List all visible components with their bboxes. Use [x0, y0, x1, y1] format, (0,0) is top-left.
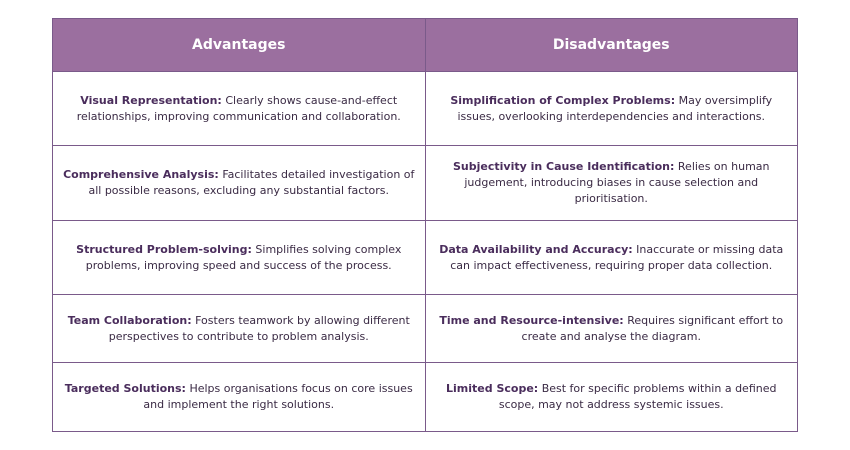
advantages-header: Advantages	[192, 37, 286, 53]
table-row	[53, 71, 797, 145]
disadvantage-text: Requires significant effort to create and analyse the diagram.	[521, 313, 784, 343]
advantage-cell	[53, 295, 425, 362]
disadvantage-title: Simplification of Complex Problems:	[450, 93, 676, 107]
disadvantage-cell	[425, 221, 798, 294]
advantage-cell	[53, 221, 425, 294]
disadvantages-header: Disadvantages	[425, 19, 798, 71]
disadvantage-cell	[425, 72, 798, 145]
disadvantage-text: May oversimplify issues, overlooking interdependencies and interactions.	[457, 93, 773, 123]
advantage-title: Comprehensive Analysis:	[63, 168, 219, 181]
advantage-cell	[53, 363, 425, 431]
disadvantage-text: Relies on human judgement, introducing biases in cause selection and prioritisation.	[464, 160, 770, 205]
disadvantage-text: Inaccurate or missing data can impact effectiveness, requiring proper data collection.	[450, 242, 784, 272]
disadvantage-title: Time and Resource-intensive:	[439, 313, 624, 327]
disadvantage-title: Limited Scope:	[446, 382, 539, 395]
disadvantage-cell	[425, 295, 798, 362]
advantage-cell	[53, 146, 425, 220]
advantage-text: Fosters teamwork by allowing different perspectives to contribute to problem analysis.	[108, 313, 410, 343]
advantage-title: Team Collaboration:	[67, 313, 192, 327]
disadvantage-title: Data Availability and Accuracy:	[439, 242, 633, 256]
disadvantage-text: Best for specific problems within a defined scope, may not address systemic issues.	[498, 382, 777, 411]
comparison-table	[52, 18, 798, 432]
disadvantage-title: Subjectivity in Cause Identification:	[453, 160, 675, 173]
disadvantage-cell	[425, 363, 798, 431]
table-row	[53, 145, 797, 220]
table-header-row	[53, 19, 797, 71]
advantage-text: Helps organisations focus on core issues and implement the right solutions.	[143, 382, 413, 411]
advantage-text: Facilitates detailed investigation of all possible reasons, excluding any substantial factors.	[88, 168, 415, 197]
table-row	[53, 220, 797, 294]
advantage-title: Visual Representation:	[80, 93, 222, 107]
advantage-text: Clearly shows cause-and-effect relationships, improving communication and collaboration.	[76, 93, 401, 123]
advantage-cell	[53, 72, 425, 145]
advantage-text: Simplifies solving complex problems, improving speed and success of the process.	[85, 242, 402, 272]
advantage-title: Structured Problem-solving:	[76, 242, 252, 256]
disadvantage-cell	[425, 146, 798, 220]
advantage-title: Targeted Solutions:	[64, 382, 186, 395]
table-row	[53, 294, 797, 362]
table-row	[53, 362, 797, 431]
